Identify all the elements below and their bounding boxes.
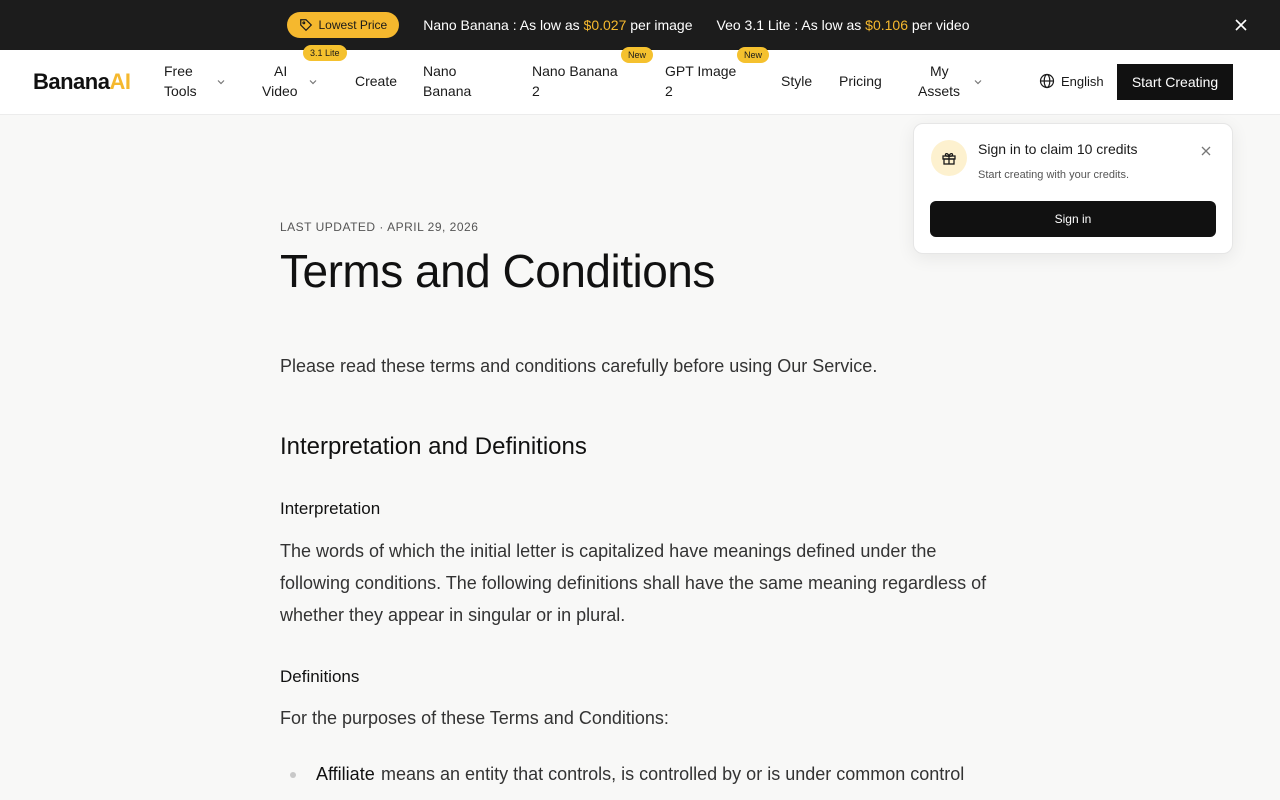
logo-ai-text: AI bbox=[109, 69, 131, 94]
nav-gpt-image-2[interactable] bbox=[665, 61, 736, 101]
nav-style[interactable] bbox=[781, 71, 812, 91]
language-selector[interactable] bbox=[1039, 73, 1104, 89]
intro-text: Please read these terms and conditions carefully before using Our Service. bbox=[280, 356, 878, 376]
promo-item2-price: $0.106 bbox=[865, 17, 908, 33]
promo-nano-banana[interactable] bbox=[423, 17, 692, 33]
nav-my-assets[interactable] bbox=[918, 61, 960, 101]
nav-gpt-image-2-line2: 2 bbox=[665, 83, 673, 99]
promo-item2-suffix: per video bbox=[911, 17, 970, 33]
nav-nano-banana-line2: Banana bbox=[423, 83, 472, 99]
last-updated: LAST UPDATED · APRIL 29, 2026 bbox=[280, 220, 479, 234]
popup-title: Sign in to claim 10 credits bbox=[978, 141, 1138, 157]
close-icon[interactable] bbox=[1232, 16, 1250, 34]
nav-my-assets-line2: Assets bbox=[918, 83, 961, 99]
start-creating-button[interactable]: Start Creating bbox=[1117, 64, 1233, 100]
sign-in-button[interactable]: Sign in bbox=[930, 201, 1216, 237]
nav-badge-new: New bbox=[737, 47, 769, 63]
main-nav bbox=[0, 50, 1280, 115]
tag-icon bbox=[299, 18, 313, 32]
nav-free-tools-line1: Free bbox=[164, 63, 193, 79]
bullet-dot bbox=[290, 772, 296, 778]
globe-icon bbox=[1039, 73, 1055, 89]
nav-ai-video[interactable] bbox=[262, 61, 298, 101]
lowest-price-label: Lowest Price bbox=[318, 18, 388, 32]
page-title: Terms and Conditions bbox=[280, 245, 715, 297]
promo-item1-price: $0.027 bbox=[583, 17, 627, 33]
gift-icon-wrap bbox=[931, 140, 967, 176]
nav-style-label: Style bbox=[781, 73, 813, 89]
interpretation-paragraph: The words of which the initial letter is capitalized have meanings defined under the following conditions. The following definitions shall have the same meaning regardless of whether they appear in singular or in plural. bbox=[280, 541, 987, 625]
nav-create[interactable] bbox=[355, 71, 397, 91]
logo[interactable] bbox=[33, 69, 130, 95]
chevron-down-icon bbox=[973, 77, 983, 87]
nav-badge-new: New bbox=[621, 47, 653, 63]
nav-create-label: Create bbox=[355, 73, 398, 89]
nav-my-assets-line1: My bbox=[930, 63, 949, 79]
subheading-interpretation: Interpretation bbox=[280, 499, 381, 518]
nav-nano-banana-2-line2: 2 bbox=[532, 83, 540, 99]
nav-nano-banana-2[interactable] bbox=[532, 61, 618, 101]
section-heading: Interpretation and Definitions bbox=[280, 433, 587, 460]
promo-bar bbox=[0, 0, 1280, 50]
close-icon[interactable] bbox=[1200, 145, 1212, 157]
popup-subtitle: Start creating with your credits. bbox=[978, 169, 1130, 181]
nav-ai-video-line2: Video bbox=[262, 83, 298, 99]
chevron-down-icon bbox=[216, 77, 226, 87]
nav-pricing[interactable] bbox=[839, 71, 882, 91]
nav-badge-3-1-lite: 3.1 Lite bbox=[303, 45, 347, 61]
definition-term: Affiliate bbox=[316, 764, 375, 784]
definitions-intro: For the purposes of these Terms and Conditions: bbox=[280, 708, 669, 728]
gift-icon bbox=[941, 150, 957, 166]
promo-item1-suffix: per image bbox=[630, 17, 693, 33]
nav-ai-video-line1: AI bbox=[274, 63, 288, 79]
nav-free-tools[interactable] bbox=[164, 61, 197, 101]
promo-item1-prefix: Nano Banana : As low as bbox=[423, 17, 580, 33]
sign-in-popup bbox=[913, 123, 1233, 254]
promo-item2-prefix: Veo 3.1 Lite : As low as bbox=[716, 17, 862, 33]
subheading-definitions: Definitions bbox=[280, 667, 360, 686]
nav-nano-banana[interactable] bbox=[423, 61, 471, 101]
language-label: English bbox=[1061, 73, 1104, 89]
nav-nano-banana-2-line1: Nano Banana bbox=[532, 63, 618, 79]
nav-gpt-image-2-line1: GPT Image bbox=[665, 63, 737, 79]
logo-text: Banana bbox=[33, 69, 110, 94]
promo-veo[interactable] bbox=[717, 17, 970, 33]
chevron-down-icon bbox=[308, 77, 318, 87]
lowest-price-badge[interactable] bbox=[287, 12, 400, 38]
nav-pricing-label: Pricing bbox=[839, 73, 882, 89]
nav-free-tools-line2: Tools bbox=[164, 83, 197, 99]
nav-nano-banana-line1: Nano bbox=[423, 63, 457, 79]
definition-text: means an entity that controls, is controlled by or is under common control bbox=[381, 764, 965, 784]
